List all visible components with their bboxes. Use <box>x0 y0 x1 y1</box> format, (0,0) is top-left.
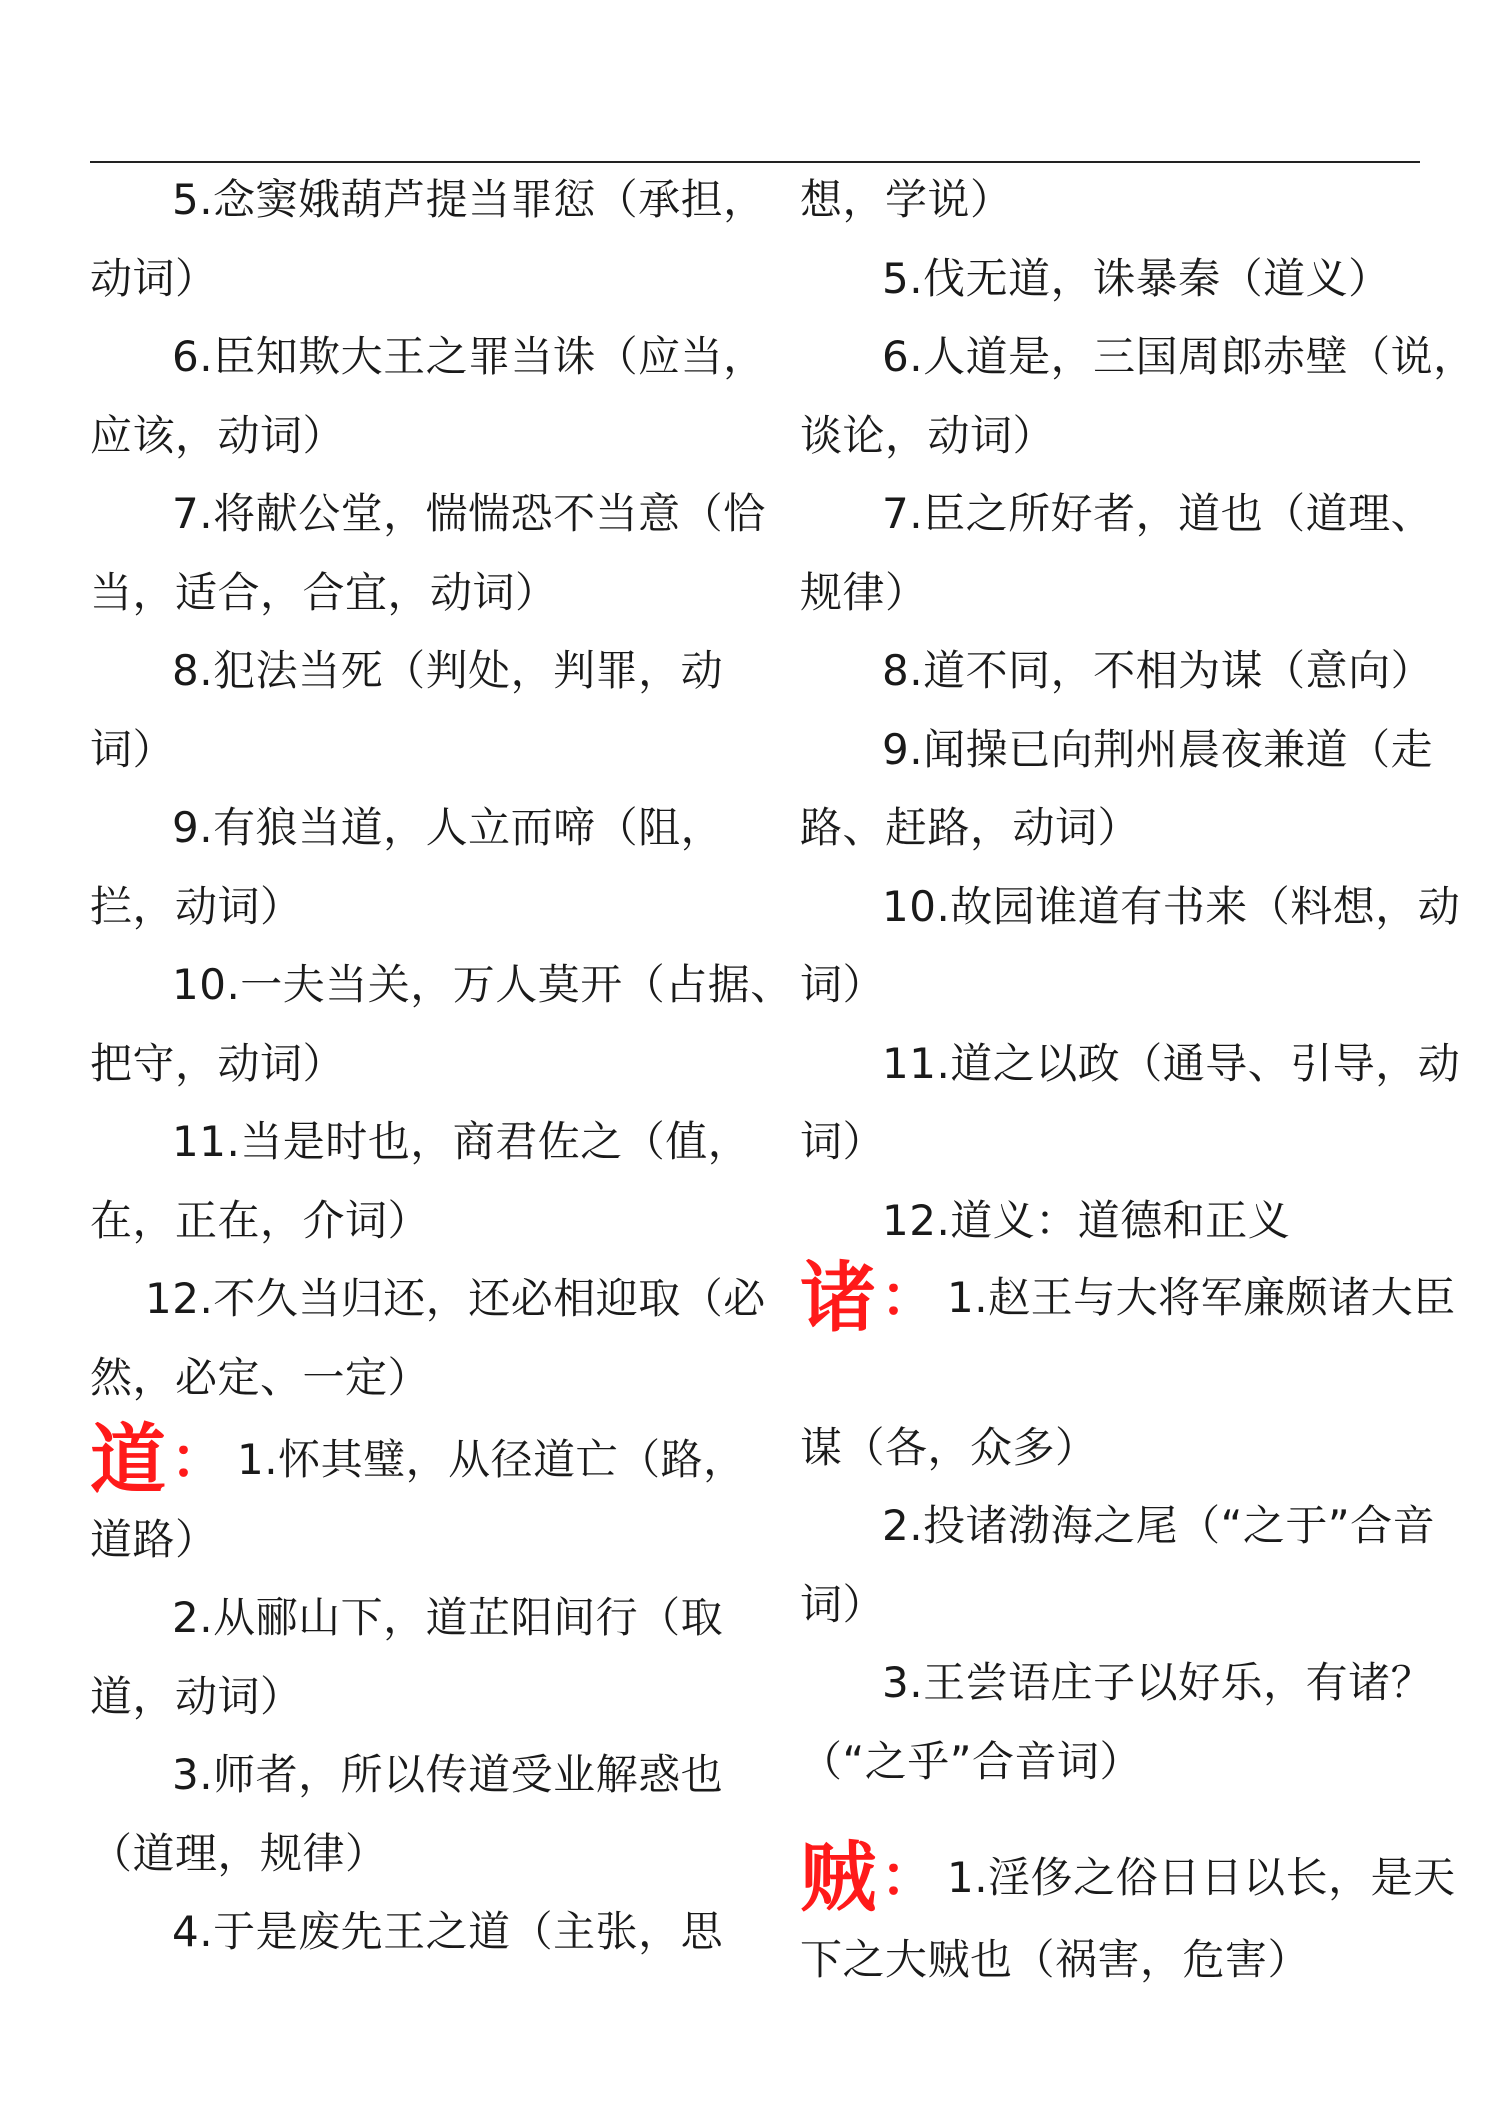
entry-line: 5.念窦娥葫芦提当罪愆（承担， <box>172 175 766 224</box>
entry-line: 路、赶路，动词） <box>800 803 1141 852</box>
entry-line: 词） <box>800 960 886 1009</box>
entry-line: 9.有狼当道，人立而啼（阻， <box>172 803 724 852</box>
entry-line: 12.不久当归还，还必相迎取（必 <box>145 1274 766 1323</box>
section-zhu <box>800 1253 1456 1342</box>
entry-text: 1.赵王与大将军廉颇诸大臣 <box>947 1273 1456 1322</box>
entry-line: 2.从郦山下，道芷阳间行（取 <box>172 1593 724 1642</box>
entry-line: 词） <box>800 1580 886 1629</box>
section-zei <box>800 1833 1456 1922</box>
section-colon: ： <box>880 1845 937 1910</box>
entry-line: 下之大贼也（祸害，危害） <box>800 1935 1311 1984</box>
section-char-zei: 贼 <box>800 1833 877 1922</box>
entry-line: 2.投诸渤海之尾（“之于”合音 <box>882 1501 1436 1550</box>
entry-line: 8.犯法当死（判处，判罪，动 <box>172 646 724 695</box>
section-char-zhu: 诸 <box>800 1253 877 1342</box>
entry-line: 9.闻操已向荆州晨夜兼道（走 <box>882 725 1434 774</box>
section-colon: ： <box>880 1265 937 1330</box>
entry-line: 8.道不同，不相为谋（意向） <box>882 646 1434 695</box>
entry-line: 6.臣知欺大王之罪当诛（应当， <box>172 332 766 381</box>
entry-line: 然，必定、一定） <box>90 1353 431 1402</box>
entry-line: 当，适合，合宜，动词） <box>90 568 558 617</box>
entry-line: 动词） <box>90 254 218 303</box>
entry-line: 应该，动词） <box>90 411 346 460</box>
entry-line: （“之乎”合音词） <box>800 1737 1143 1786</box>
section-colon: ： <box>170 1427 227 1492</box>
entry-line: 道，动词） <box>90 1672 303 1721</box>
entry-line: 3.师者，所以传道受业解惑也 <box>172 1750 724 1799</box>
entry-line: 6.人道是，三国周郎赤壁（说， <box>882 332 1476 381</box>
entry-line: 谈论，动词） <box>800 411 1056 460</box>
section-dao <box>90 1415 746 1504</box>
entry-line: 规律） <box>800 568 928 617</box>
entry-line: 想，学说） <box>800 175 1013 224</box>
entry-line: 在，正在，介词） <box>90 1196 431 1245</box>
entry-line: 7.臣之所好者，道也（道理、 <box>882 489 1434 538</box>
entry-line: 拦，动词） <box>90 882 303 931</box>
entry-line: 词） <box>90 725 176 774</box>
entry-line: 12.道义：道德和正义 <box>882 1196 1291 1245</box>
top-rule <box>90 161 1420 163</box>
entry-line: 10.一夫当关，万人莫开（占据、 <box>172 960 793 1009</box>
entry-line: 词） <box>800 1117 886 1166</box>
entry-line: 10.故园谁道有书来（料想，动 <box>882 882 1461 931</box>
entry-text: 1.怀其璧，从径道亡（路， <box>237 1435 746 1484</box>
entry-line: 4.于是废先王之道（主张，思 <box>172 1907 724 1956</box>
entry-line: （道理，规律） <box>90 1829 388 1878</box>
entry-line: 11.道之以政（通导、引导，动 <box>882 1039 1461 1088</box>
entry-line: 谋（各，众多） <box>800 1423 1098 1472</box>
entry-line: 11.当是时也，商君佐之（值， <box>172 1117 751 1166</box>
entry-text: 1.淫侈之俗日日以长，是天 <box>947 1853 1456 1902</box>
entry-line: 7.将献公堂，惴惴恐不当意（恰 <box>172 489 766 538</box>
entry-line: 把守，动词） <box>90 1039 346 1088</box>
entry-line: 3.王尝语庄子以好乐，有诸？ <box>882 1658 1434 1707</box>
entry-line: 道路） <box>90 1515 218 1564</box>
section-char-dao: 道 <box>90 1415 167 1504</box>
entry-line: 5.伐无道，诛暴秦（道义） <box>882 254 1391 303</box>
